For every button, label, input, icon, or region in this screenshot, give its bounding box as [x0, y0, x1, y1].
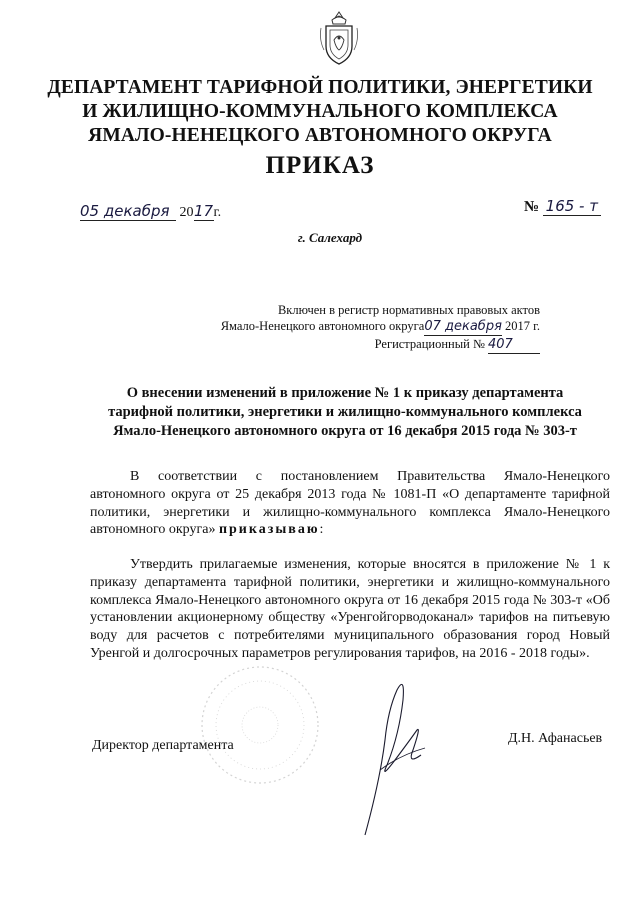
- order-paragraph: Утвердить прилагаемые изменения, которые вносятся в приложение № 1 к приказу департамента тарифной политики, энергетики и жилищно-коммунального комплекса Ямало-Ненецкого автономного округа от 16 декабря 2015 года № 303-т «Об установлении акционерному обществу «Уренгойгорводоканал» тарифов на питьевую воду для расчетов с потребителями муниципального образования город Новый Уренгой и долгосрочных параметров регулирования тарифов, на 2016 - 2018 годы».: [90, 557, 610, 661]
- document-title: [80, 384, 610, 441]
- signature: [325, 660, 465, 840]
- registry-line-3: [190, 336, 540, 354]
- order-word: приказываю: [218, 522, 320, 538]
- date-suffix: г.: [213, 205, 222, 220]
- signatory-name: Д.Н. Афанасьев: [508, 731, 603, 746]
- document-date: [80, 202, 221, 221]
- registry-date-handwritten: 07 декабря: [424, 319, 502, 334]
- title-line-3: Ямало-Ненецкого автономного округа от 16 декабря 2015 года № 303-т: [113, 423, 577, 439]
- document-number: [524, 197, 601, 216]
- city: г. Салехард: [297, 230, 363, 245]
- coat-of-arms-icon: [318, 10, 360, 68]
- signatory-position: Директор департамента: [92, 738, 234, 753]
- department-header: [40, 76, 600, 148]
- order-colon: :: [319, 522, 324, 538]
- registry-number-handwritten: 407: [488, 337, 540, 354]
- number-handwritten: 165 - т: [543, 197, 601, 216]
- registry-line-2: [190, 318, 540, 336]
- date-handwritten: 05 декабря: [80, 202, 176, 221]
- department-line-2: И ЖИЛИЩНО-КОММУНАЛЬНОГО КОМПЛЕКСА: [82, 101, 558, 122]
- title-line-2: тарифной политики, энергетики и жилищно-коммунального комплекса: [108, 404, 582, 420]
- department-line-1: ДЕПАРТАМЕНТ ТАРИФНОЙ ПОЛИТИКИ, ЭНЕРГЕТИКИ: [47, 77, 593, 98]
- registry-line-1: Включен в регистр нормативных правовых актов: [277, 303, 540, 317]
- title-line-1: О внесении изменений в приложение № 1 к приказу департамента: [126, 385, 564, 401]
- date-year-handwritten: 17: [193, 202, 214, 220]
- official-seal: [195, 660, 325, 790]
- document-type: ПРИКАЗ: [265, 152, 375, 179]
- department-line-3: ЯМАЛО-НЕНЕЦКОГО АВТОНОМНОГО ОКРУГА: [88, 125, 552, 146]
- registry-line-2-prefix: Ямало-Ненецкого автономного округа: [220, 319, 425, 333]
- preamble-paragraph: [90, 468, 610, 539]
- number-label: №: [524, 199, 540, 215]
- registry-line-3-prefix: Регистрационный №: [374, 337, 485, 351]
- date-year-prefix: 20: [179, 205, 194, 220]
- preamble-text: В соответствии с постановлением Правительства Ямало-Ненецкого автономного округа от 25 декабря 2013 года № 1081-П «О департаменте тарифной политики, энергетики и жилищно-коммунального комплекса Ямало-Ненецкого автономного округа»: [90, 469, 610, 538]
- registry-line-2-suffix: 2017 г.: [505, 319, 540, 333]
- registry-note: [190, 302, 540, 354]
